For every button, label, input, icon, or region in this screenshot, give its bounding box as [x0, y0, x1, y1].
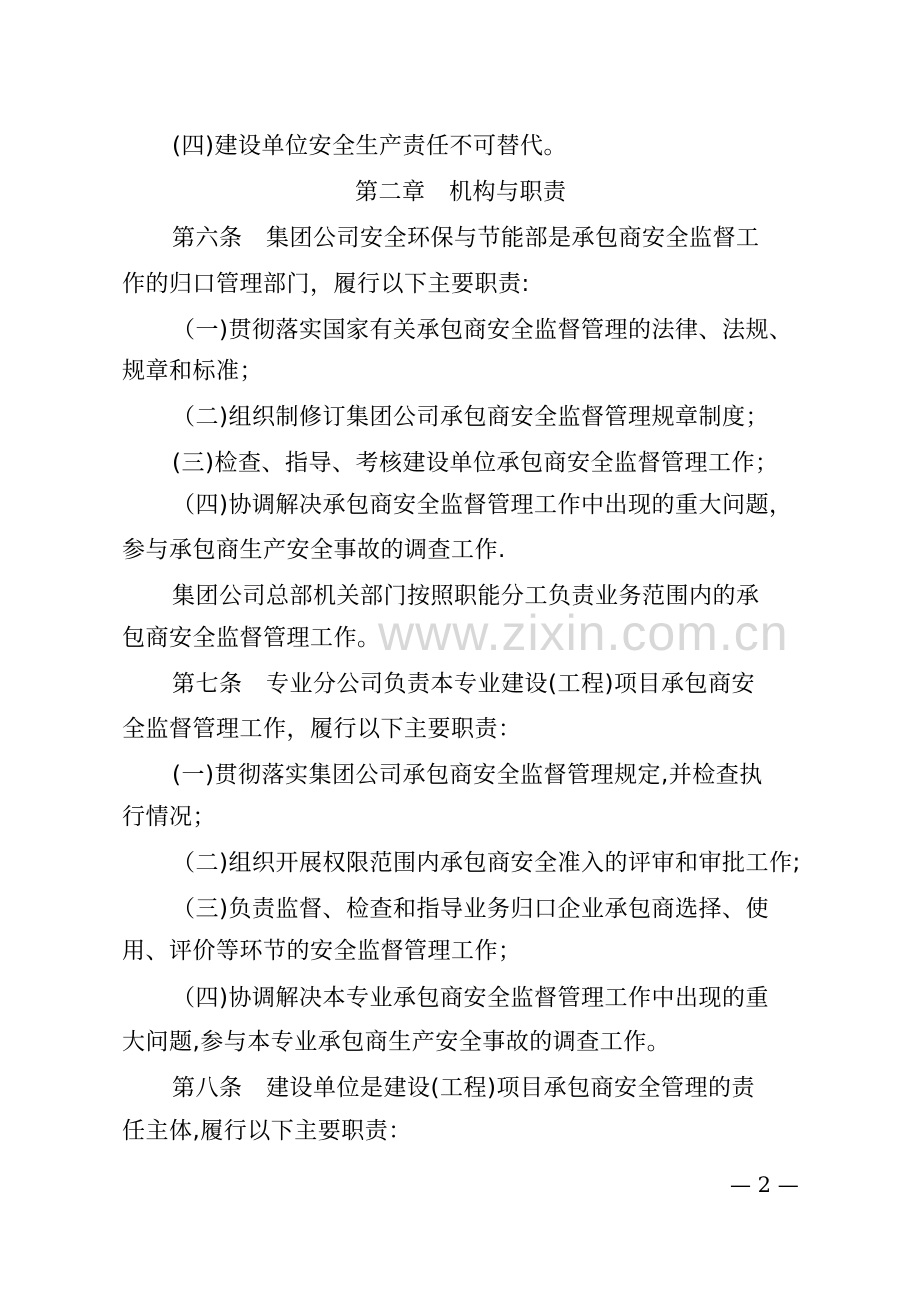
- watermark: www.zixin.com.cn: [378, 605, 789, 661]
- article-6-item-1-line-1: （一)贯彻落实国家有关承包商安全监督管理的法律、法规、: [172, 317, 793, 343]
- article-8-line-2: 任主体,履行以下主要职责：: [122, 1118, 412, 1144]
- article-6-paragraph-line-2: 包商安全监督管理工作。: [122, 625, 381, 651]
- article-7-line-2: 全监督管理工作，履行以下主要职责：: [122, 716, 522, 742]
- article-6-item-2: （二)组织制修订集团公司承包商安全监督管理规章制度；: [172, 404, 769, 430]
- article-7-item-2: （二)组织开展权限范围内承包商安全准入的评审和审批工作;: [172, 850, 801, 876]
- article-7-item-4-line-2: 大问题,参与本专业承包商生产安全事故的调查工作。: [122, 1029, 671, 1055]
- page-number: — 2 —: [730, 1173, 799, 1197]
- article-7-item-3-line-1: （三)负责监督、检查和指导业务归口企业承包商选择、使: [172, 896, 769, 922]
- article-8-line-1: 第八条 建设单位是建设(工程)项目承包商安全管理的责: [172, 1075, 755, 1101]
- article-6-item-4-line-2: 参与承包商生产安全事故的调查工作.: [122, 537, 506, 563]
- article-7-item-3-line-2: 用、评价等环节的安全监督管理工作；: [122, 938, 522, 964]
- article-6-line-1: 第六条 集团公司安全环保与节能部是承包商安全监督工: [172, 225, 760, 251]
- article-6-item-3: (三)检查、指导、考核建设单位承包商安全监督管理工作；: [172, 450, 779, 476]
- article-6-line-2: 作的归口管理部门，履行以下主要职责:: [122, 271, 530, 297]
- article-7-item-1-line-1: (一)贯彻落实集团公司承包商安全监督管理规定,并检查执: [172, 762, 763, 788]
- article-7-item-1-line-2: 行情况；: [122, 804, 216, 830]
- article-7-item-4-line-1: （四)协调解决本专业承包商安全监督管理工作中出现的重: [172, 985, 769, 1011]
- article-6-item-4-line-1: （四)协调解决承包商安全监督管理工作中出现的重大问题，: [172, 492, 793, 518]
- article-6-paragraph-line-1: 集团公司总部机关部门按照职能分工负责业务范围内的承: [172, 583, 760, 609]
- section-item-4: (四)建设单位安全生产责任不可替代。: [172, 133, 567, 159]
- article-7-line-1: 第七条 专业分公司负责本专业建设(工程)项目承包商安: [172, 671, 755, 697]
- chapter-heading: 第二章 机构与职责: [355, 179, 567, 205]
- article-6-item-1-line-2: 规章和标准；: [122, 358, 263, 384]
